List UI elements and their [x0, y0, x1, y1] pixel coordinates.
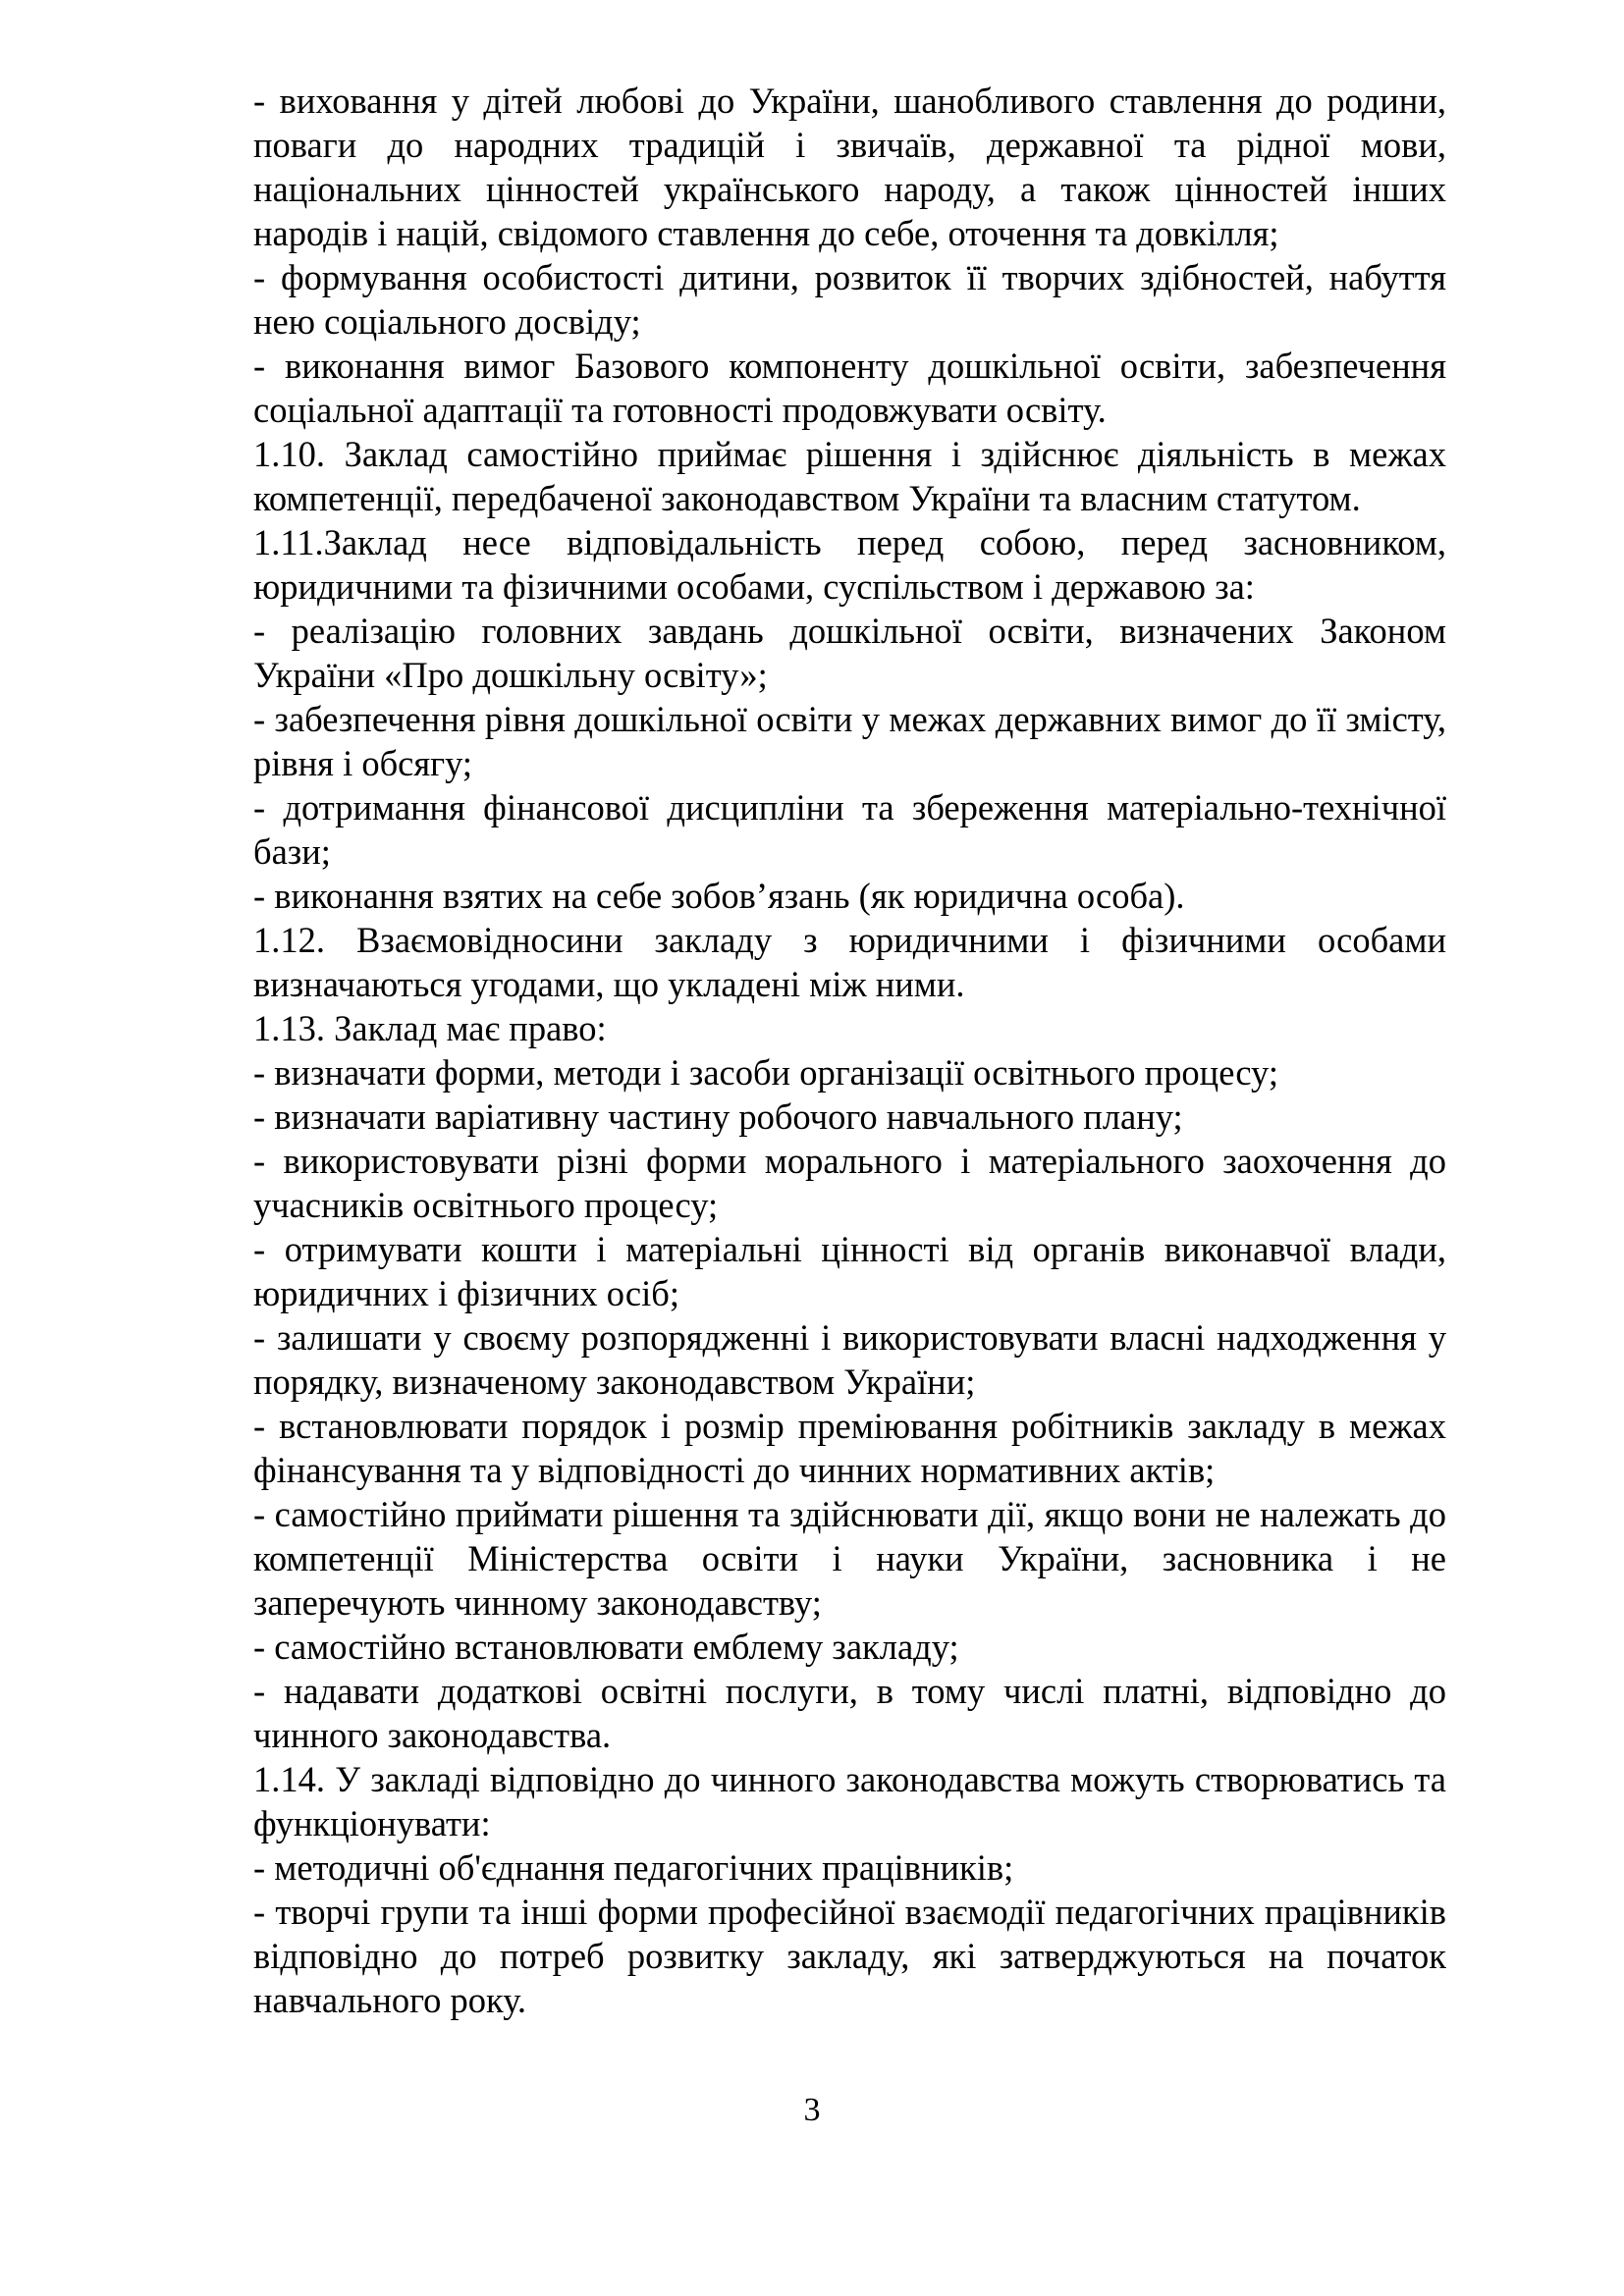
paragraph-19: - самостійно встановлювати емблему закладу; [253, 1627, 959, 1667]
paragraph-20: - надавати додаткові освітні послуги, в тому числі платні, відповідно до чинного законодавства. [253, 1671, 1446, 1755]
paragraph-23: - творчі групи та інші форми професійної взаємодії педагогічних працівників відповідно до потреб розвитку закладу, які затверджуються на початок навчального року. [253, 1892, 1446, 2020]
paragraph-2: - формування особистості дитини, розвиток її творчих здібностей, набуття нею соціального досвіду; [253, 257, 1446, 342]
paragraph-3: - виконання вимог Базового компоненту дошкільної освіти, забезпечення соціальної адаптації та готовності продовжувати освіту. [253, 346, 1446, 430]
paragraph-1: - виховання у дітей любові до України, шанобливого ставлення до родини, поваги до народних традицій і звичаїв, державної та рідної мови, національних цінностей українського народу, а також цінностей інших народів і націй, свідомого ставлення до себе, оточення та довкілля; [253, 80, 1446, 253]
paragraph-22: - методичні об'єднання педагогічних працівників; [253, 1847, 1014, 1888]
paragraph-7: - забезпечення рівня дошкільної освіти у межах державних вимог до її змісту, рівня і обсягу; [253, 699, 1446, 783]
paragraph-12: - визначати форми, методи і засоби організації освітнього процесу; [253, 1052, 1278, 1093]
paragraph-5: 1.11.Заклад несе відповідальність перед собою, перед засновником, юридичними та фізичними особами, суспільством і державою за: [253, 522, 1446, 607]
paragraph-4: 1.10. Заклад самостійно приймає рішення і здійснює діяльність в межах компетенції, передбаченої законодавством України та власним статутом. [253, 434, 1446, 518]
paragraph-6: - реалізацію головних завдань дошкільної освіти, визначених Законом України «Про дошкільну освіту»; [253, 611, 1446, 695]
paragraph-14: - використовувати різні форми морального і матеріального заохочення до учасників освітнього процесу; [253, 1141, 1446, 1225]
paragraph-17: - встановлювати порядок і розмір преміювання робітників закладу в межах фінансування та у відповідності до чинних нормативних актів; [253, 1406, 1446, 1490]
paragraph-10: 1.12. Взаємовідносини закладу з юридичними і фізичними особами визначаються угодами, що укладені між ними. [253, 920, 1446, 1004]
paragraph-18: - самостійно приймати рішення та здійснювати дії, якщо вони не належать до компетенції Міністерства освіти і науки України, засновника і не заперечують чинному законодавству; [253, 1494, 1446, 1623]
paragraph-11: 1.13. Заклад має право: [253, 1008, 607, 1048]
paragraph-21: 1.14. У закладі відповідно до чинного законодавства можуть створюватись та функціонувати: [253, 1759, 1446, 1843]
paragraph-8: - дотримання фінансової дисципліни та збереження матеріально-технічної бази; [253, 787, 1446, 872]
paragraph-16: - залишати у своєму розпорядженні і використовувати власні надходження у порядку, визначеному законодавством України; [253, 1317, 1446, 1402]
paragraph-15: - отримувати кошти і матеріальні цінності від органів виконавчої влади, юридичних і фізичних осіб; [253, 1229, 1446, 1313]
paragraph-9: - виконання взятих на себе зобов’язань (як юридична особа). [253, 876, 1185, 916]
page-number: 3 [803, 2092, 821, 2128]
document-body [253, 79, 1446, 2022]
paragraph-13: - визначати варіативну частину робочого навчального плану; [253, 1096, 1183, 1137]
